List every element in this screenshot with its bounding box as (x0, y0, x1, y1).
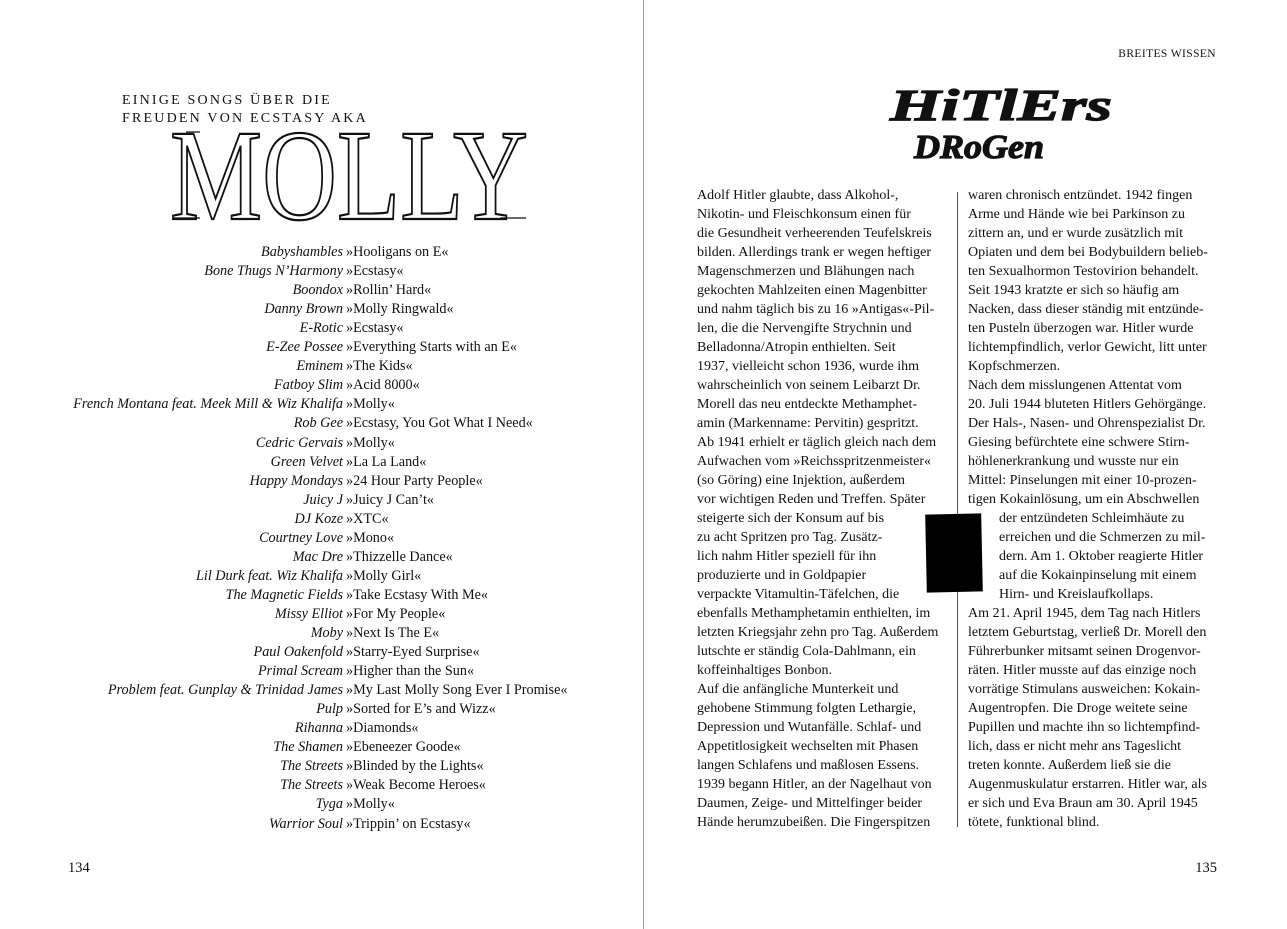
article-line: ten Pusteln überzogen war. Hitler wurde (968, 321, 1194, 336)
article-line: Pupillen und machte ihn so lichtempfind- (968, 720, 1201, 735)
article-line: Nikotin- und Fleischkonsum einen für (697, 207, 911, 222)
article-line: treten konnte. Außerdem ließ sie die (968, 758, 1171, 773)
song-row (0, 414, 643, 433)
song-artist: The Streets (280, 777, 343, 794)
song-title: »Ecstasy« (346, 263, 404, 280)
song-title: »24 Hour Party People« (346, 472, 483, 489)
hitler-title-line-2: DRoGen (912, 129, 1044, 166)
article-line: letztem Geburtstag, verließ Dr. Morell den (968, 625, 1207, 640)
song-row (0, 738, 643, 757)
article-line: Aufwachen vom »Reichsspritzenmeister« (697, 454, 932, 469)
article-line: vorrätige Stimulans ausweichen: Kokain- (968, 682, 1201, 697)
article-line: amin (Markenname: Pervitin) gespritzt. (697, 416, 919, 431)
article-column-2 (968, 186, 1208, 832)
song-artist: Pulp (316, 701, 343, 718)
song-row (0, 376, 643, 395)
song-row (0, 338, 643, 357)
article-line: gekochten Mahlzeiten einen Magenbitter (697, 283, 927, 298)
article-line: Seit 1943 kratzte er sich so häufig am (968, 283, 1180, 298)
article-line: Adolf Hitler glaubte, dass Alkohol-, (697, 188, 899, 203)
song-row (0, 624, 643, 643)
song-artist: The Streets (280, 758, 343, 775)
song-title: »Higher than the Sun« (346, 663, 475, 680)
article-line: zu acht Spritzen pro Tag. Zusätz- (697, 530, 883, 545)
article-line: 20. Juli 1944 bluteten Hitlers Gehörgänge. (968, 397, 1207, 412)
song-title: »Molly« (346, 796, 395, 813)
song-title: »Ecstasy, You Got What I Need« (346, 415, 533, 432)
song-artist: Courtney Love (259, 529, 343, 546)
article-line: steigerte sich der Konsum auf bis (697, 511, 885, 526)
article-line: auf die Kokainpinselung mit einem (999, 568, 1197, 583)
song-artist: Problem feat. Gunplay & Trinidad James (107, 682, 343, 699)
song-title: »Trippin’ on Ecstasy« (346, 815, 471, 832)
song-artist: Bone Thugs N’Harmony (204, 263, 343, 280)
article-line: waren chronisch entzündet. 1942 fingen (968, 188, 1193, 203)
black-censor-block (925, 513, 983, 592)
article-line: Hirn- und Kreislaufkollaps. (999, 587, 1154, 602)
song-title: »Diamonds« (346, 720, 419, 737)
song-artist: E-Rotic (299, 320, 343, 337)
song-row (0, 434, 643, 453)
song-artist: Juicy J (303, 491, 343, 508)
song-artist: Eminem (296, 358, 343, 375)
article-line: die Gesundheit verheerenden Teufelskreis (697, 226, 932, 241)
song-artist: Danny Brown (264, 301, 343, 318)
song-artist: Missy Elliot (274, 605, 343, 622)
article-line: (so Göring) eine Injektion, außerdem (697, 473, 905, 488)
song-row (0, 300, 643, 319)
song-row (0, 453, 643, 472)
song-artist: Rihanna (294, 720, 343, 737)
song-title: »Molly Girl« (346, 567, 422, 584)
running-head: BREITES WISSEN (1118, 48, 1216, 60)
article-line: Ab 1941 erhielt er täglich gleich nach dem (697, 435, 937, 450)
song-artist: Lil Durk feat. Wiz Khalifa (195, 567, 343, 584)
song-artist: E-Zee Possee (266, 339, 343, 356)
article-line: produzierte und in Goldpapier (697, 568, 867, 583)
song-row (0, 776, 643, 795)
article-line: Augentropfen. Die Droge weitete seine (968, 701, 1188, 716)
eyebrow-line-1: EINIGE SONGS ÜBER DIE (122, 93, 332, 108)
article-line: len, die die Nervengifte Strychnin und (697, 321, 912, 336)
song-row (0, 262, 643, 281)
song-row (0, 605, 643, 624)
article-line: 1939 begann Hitler, an der Nagelhaut von (697, 777, 932, 792)
song-title: »Juicy J Can’t« (346, 491, 435, 508)
song-title: »Blinded by the Lights« (346, 758, 484, 775)
song-title: »Next Is The E« (346, 625, 440, 641)
song-row (0, 491, 643, 510)
song-title: »Acid 8000« (346, 377, 420, 394)
article-column-1 (697, 186, 938, 832)
song-row (0, 472, 643, 491)
song-title: »La La Land« (346, 453, 427, 470)
article-line: Mittel: Pinselungen mit einer 10-prozen- (968, 473, 1197, 488)
song-title: »Starry-Eyed Surprise« (346, 644, 480, 661)
song-title: »Everything Starts with an E« (346, 339, 518, 356)
article-line: Arme und Hände wie bei Parkinson zu (968, 207, 1185, 222)
song-row (0, 281, 643, 300)
article-line: Belladonna/Atropin enthielten. Seit (697, 340, 896, 355)
song-title: »Rollin’ Hard« (346, 282, 432, 299)
article-line: lich, dass er nicht mehr ans Tageslicht (968, 739, 1181, 754)
song-row (0, 319, 643, 338)
article-line: tötete, funktional blind. (968, 815, 1100, 830)
article-line: Opiaten und dem bei Bodybuildern beliеb- (968, 245, 1208, 260)
song-row (0, 567, 643, 586)
song-artist: Boondox (292, 282, 343, 299)
song-title: »Hooligans on E« (346, 244, 449, 260)
article-line: Kopfschmerzen. (968, 359, 1061, 374)
song-row (0, 510, 643, 529)
song-artist: Rob Gee (293, 415, 343, 432)
article-line: Auf die anfängliche Munterkeit und (697, 682, 899, 697)
song-title: »Mono« (346, 529, 395, 546)
song-row (0, 757, 643, 776)
molly-title-text: MOLLY (170, 120, 528, 225)
article-line: Augenmuskulatur erstarren. Hitler war, als (968, 777, 1207, 792)
song-artist: Green Velvet (270, 453, 343, 470)
song-title: »The Kids« (346, 358, 413, 375)
page-number-right: 135 (1195, 860, 1217, 876)
article-line: tigen Kokainlösung, um ein Abschwellen (968, 492, 1200, 507)
article-line: Appetitlosigkeit wechselten mit Phasen (697, 739, 919, 754)
article-line: höhlenerkrankung und wusste nur ein (968, 454, 1179, 469)
left-page (0, 0, 643, 929)
article-line: lichtempfindlich, verlor Gewicht, litt unter (968, 340, 1207, 355)
song-row (0, 586, 643, 605)
song-title: »Molly« (346, 434, 395, 451)
article-line: Am 21. April 1945, dem Tag nach Hitlers (968, 606, 1201, 621)
article-line: langen Schlafens und maßlosen Essens. (697, 758, 920, 773)
song-title: »Sorted for E’s and Wizz« (346, 701, 496, 718)
article-line: verpackte Vitamultin-Täfelchen, die (697, 587, 900, 602)
article-line: Nach dem misslungenen Attentat vom (968, 378, 1182, 393)
song-row (0, 529, 643, 548)
page-number-left: 134 (68, 860, 90, 876)
song-row (0, 662, 643, 681)
song-artist: Primal Scream (258, 663, 343, 680)
song-title: »Ecstasy« (346, 320, 404, 337)
song-title: »Molly« (346, 396, 395, 413)
article-line: 1937, vielleicht schon 1936, wurde ihm (697, 359, 920, 374)
article-line: Giesing befürchtete eine schwere Stirn- (968, 435, 1190, 450)
song-title: »Ebeneezer Goode« (346, 739, 461, 756)
song-row (0, 815, 643, 834)
song-row (0, 700, 643, 719)
song-artist: Moby (310, 625, 343, 641)
song-artist: Mac Dre (292, 548, 343, 565)
eyebrow-line-2: FREUDEN VON ECSTASY AKA (122, 111, 368, 126)
song-title: »Weak Become Heroes« (346, 777, 486, 794)
hitler-title-line-1: HiTlErs (888, 82, 1112, 130)
article-line: und nahm täglich bis zu 16 »Antigas«-Pil- (697, 302, 935, 317)
song-artist: Warrior Soul (269, 815, 343, 832)
song-artist: French Montana feat. Meek Mill & Wiz Khalifa (73, 396, 343, 413)
article-line: letzten Kriegsjahr zehn pro Tag. Außerdem (697, 625, 939, 640)
song-row (0, 681, 643, 700)
song-artist: Cedric Gervais (255, 434, 343, 451)
article-line: wahrscheinlich von seinem Leibarzt Dr. (697, 378, 921, 393)
article-line: er sich und Eva Braun am 30. April 1945 (968, 796, 1198, 811)
song-artist: Paul Oakenfold (253, 644, 343, 661)
song-artist: DJ Koze (294, 510, 343, 527)
song-artist: The Shamen (273, 739, 343, 756)
article-line: Magenschmerzen und Blähungen nach (697, 264, 915, 279)
song-title: »My Last Molly Song Ever I Promise« (346, 682, 568, 699)
article-line: Der Hals-, Nasen- und Ohrenspezialist Dr. (968, 416, 1206, 431)
song-row (0, 795, 643, 814)
column-rule (957, 192, 958, 827)
song-title: »XTC« (346, 510, 389, 527)
song-row (0, 643, 643, 662)
article-line: Hände herumzubeißen. Die Fingerspitzen (697, 815, 931, 830)
song-artist: Fatboy Slim (274, 377, 343, 394)
article-line: ebenfalls Methamphetamin enthielten, im (697, 606, 931, 621)
song-title: »Molly Ringwald« (346, 301, 454, 318)
article-line: dern. Am 1. Oktober reagierte Hitler (999, 549, 1204, 564)
song-row (0, 243, 643, 262)
article-line: der entzündeten Schleimhäute zu (999, 511, 1185, 526)
article-line: gehobene Stimmung folgten Lethargie, (697, 701, 917, 716)
article-line: koffeinhaltiges Bonbon. (697, 663, 833, 678)
song-title: »Thizzelle Dance« (346, 548, 453, 565)
article-line: bilden. Allerdings trank er wegen heftiger (697, 245, 932, 260)
article-line: erreichen und die Schmerzen zu mil- (999, 530, 1206, 545)
hitler-title (884, 82, 1124, 172)
article-line: Depression und Wutanfälle. Schlaf- und (697, 720, 922, 735)
article-line: ten Sexualhormon Testovirion behandelt. (968, 264, 1199, 279)
article-line: Morell das neu entdeckte Methamphet- (697, 397, 918, 412)
article-line: räten. Hitler musste auf das einzige noch (968, 663, 1197, 678)
right-page (644, 0, 1287, 929)
article-line: Daumen, Zeige- und Mittelfinger beider (697, 796, 923, 811)
song-artist: The Magnetic Fields (225, 586, 343, 603)
song-row (0, 719, 643, 738)
article-line: Führerbunker mitsamt seinen Drogenvor- (968, 644, 1201, 659)
article-line: lutschte er ständig Cola-Dahlmann, ein (697, 644, 916, 659)
song-title: »Take Ecstasy With Me« (346, 586, 488, 603)
article-line: lich nahm Hitler speziell für ihn (697, 549, 877, 564)
song-artist: Happy Mondays (249, 472, 343, 489)
article-line: zittern an, und er wurde zusätzlich mit (968, 226, 1183, 241)
song-row (0, 357, 643, 376)
song-artist: Babyshambles (261, 244, 343, 260)
article-line: Nacken, dass dieser ständig mit entzünde- (968, 302, 1204, 317)
song-row (0, 395, 643, 414)
song-title: »For My People« (346, 605, 446, 622)
molly-title (170, 120, 530, 225)
article-line: vor wichtigen Reden und Treffen. Später (697, 492, 926, 507)
song-row (0, 548, 643, 567)
song-artist: Tyga (315, 796, 343, 813)
